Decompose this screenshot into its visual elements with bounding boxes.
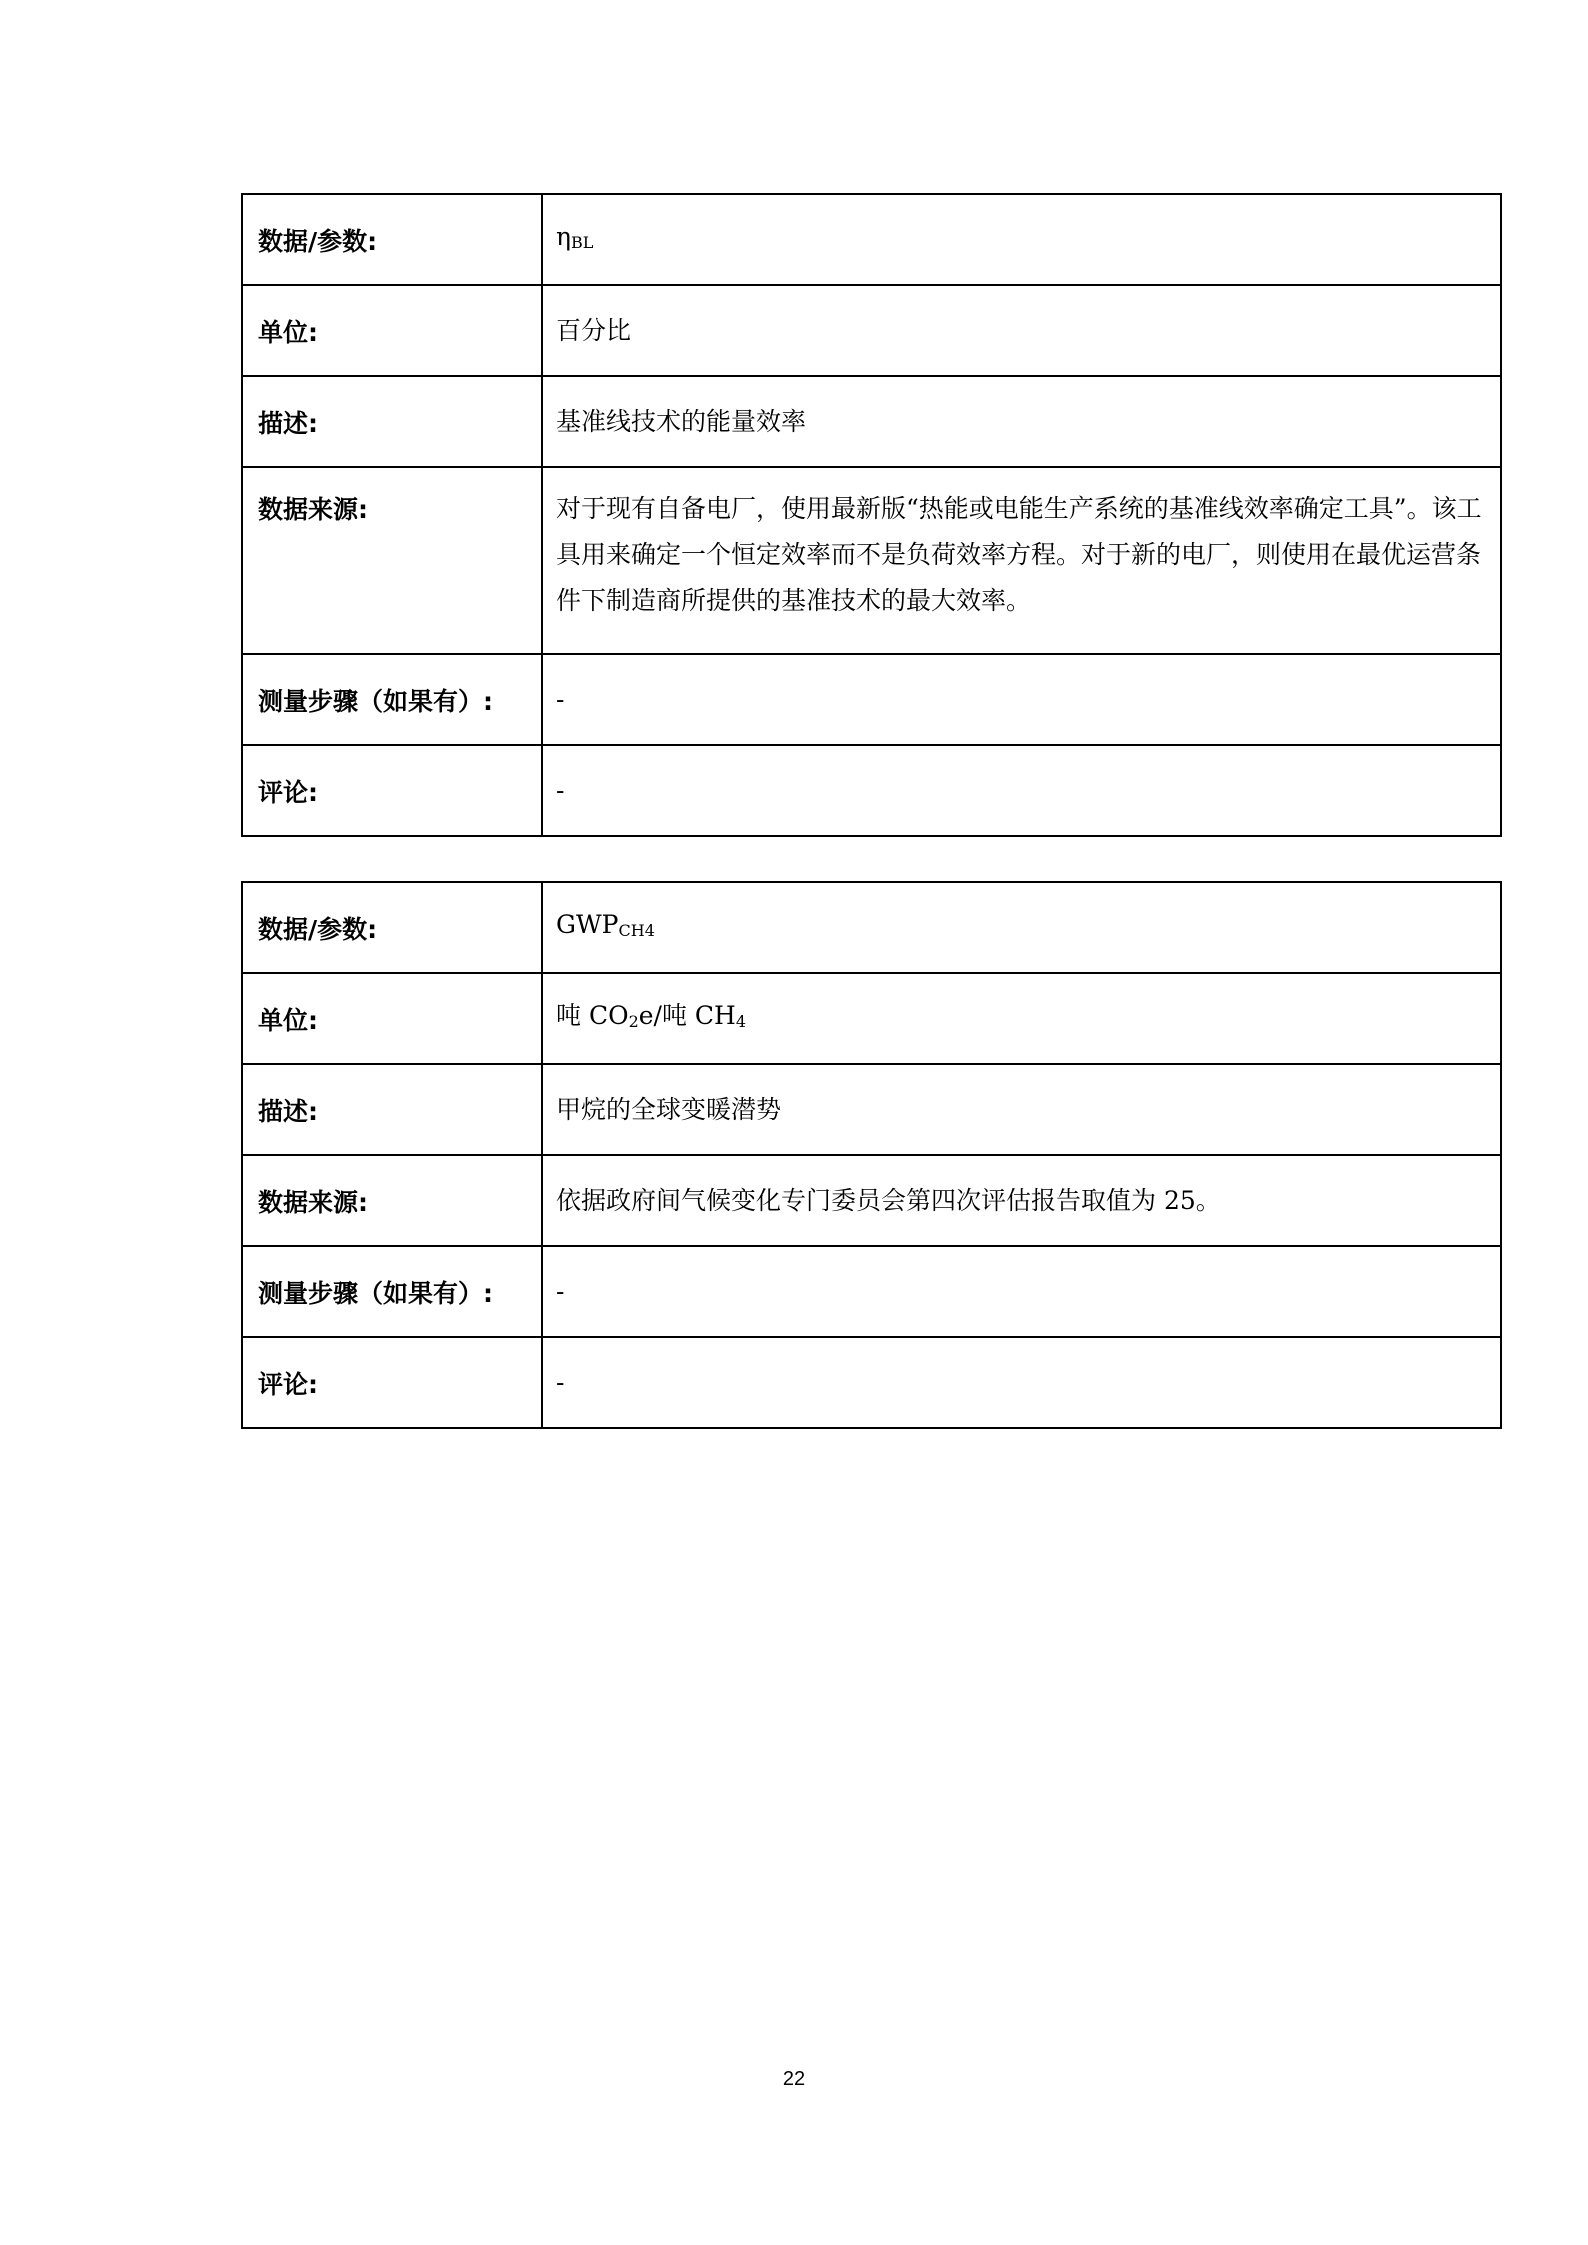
row-label: 数据来源: [242, 1155, 542, 1246]
row-label: 数据/参数: [242, 882, 542, 973]
row-value: 甲烷的全球变暖潜势 [542, 1064, 1501, 1155]
table-row [242, 654, 1501, 745]
table-row [242, 1064, 1501, 1155]
row-value: 对于现有自备电厂，使用最新版“热能或电能生产系统的基准线效率确定工具”。该工具用来确定一个恒定效率而不是负荷效率方程。对于新的电厂，则使用在最优运营条件下制造商所提供的基准技术的最大效率。 [542, 467, 1501, 654]
row-label: 描述: [242, 376, 542, 467]
parameter-symbol: GWP [556, 909, 619, 939]
row-label: 单位: [242, 973, 542, 1064]
table-row [242, 745, 1501, 836]
row-value: 依据政府间气候变化专门委员会第四次评估报告取值为 25。 [542, 1155, 1501, 1246]
unit-subscript: 2 [628, 1011, 639, 1031]
table-row [242, 194, 1501, 285]
table-row [242, 1246, 1501, 1337]
row-label: 测量步骤（如果有）: [242, 1246, 542, 1337]
row-label: 评论: [242, 745, 542, 836]
row-value [542, 973, 1501, 1064]
row-label: 描述: [242, 1064, 542, 1155]
row-value: 基准线技术的能量效率 [542, 376, 1501, 467]
unit-text: e/吨 CH [638, 1000, 736, 1030]
row-value: - [542, 1246, 1501, 1337]
table-row [242, 1155, 1501, 1246]
unit-text: 吨 CO [556, 1000, 629, 1030]
row-label: 数据来源: [242, 467, 542, 654]
row-label: 评论: [242, 1337, 542, 1428]
parameter-table-gwp-ch4 [241, 881, 1502, 1429]
row-value [542, 882, 1501, 973]
table-row [242, 1337, 1501, 1428]
unit-subscript: 4 [735, 1011, 747, 1031]
table-row [242, 467, 1501, 654]
row-value: - [542, 745, 1501, 836]
row-value: 百分比 [542, 285, 1501, 376]
table-row [242, 376, 1501, 467]
parameter-symbol: η [556, 221, 571, 251]
row-label: 单位: [242, 285, 542, 376]
parameter-subscript: BL [570, 232, 594, 252]
row-value [542, 194, 1501, 285]
row-label: 数据/参数: [242, 194, 542, 285]
table-row [242, 973, 1501, 1064]
parameter-subscript: CH4 [618, 920, 655, 940]
table-row [242, 285, 1501, 376]
row-value: - [542, 1337, 1501, 1428]
parameter-table-eta-bl [241, 193, 1502, 837]
row-value: - [542, 654, 1501, 745]
row-label: 测量步骤（如果有）: [242, 654, 542, 745]
page-number: 22 [782, 2068, 806, 2090]
table-row [242, 882, 1501, 973]
